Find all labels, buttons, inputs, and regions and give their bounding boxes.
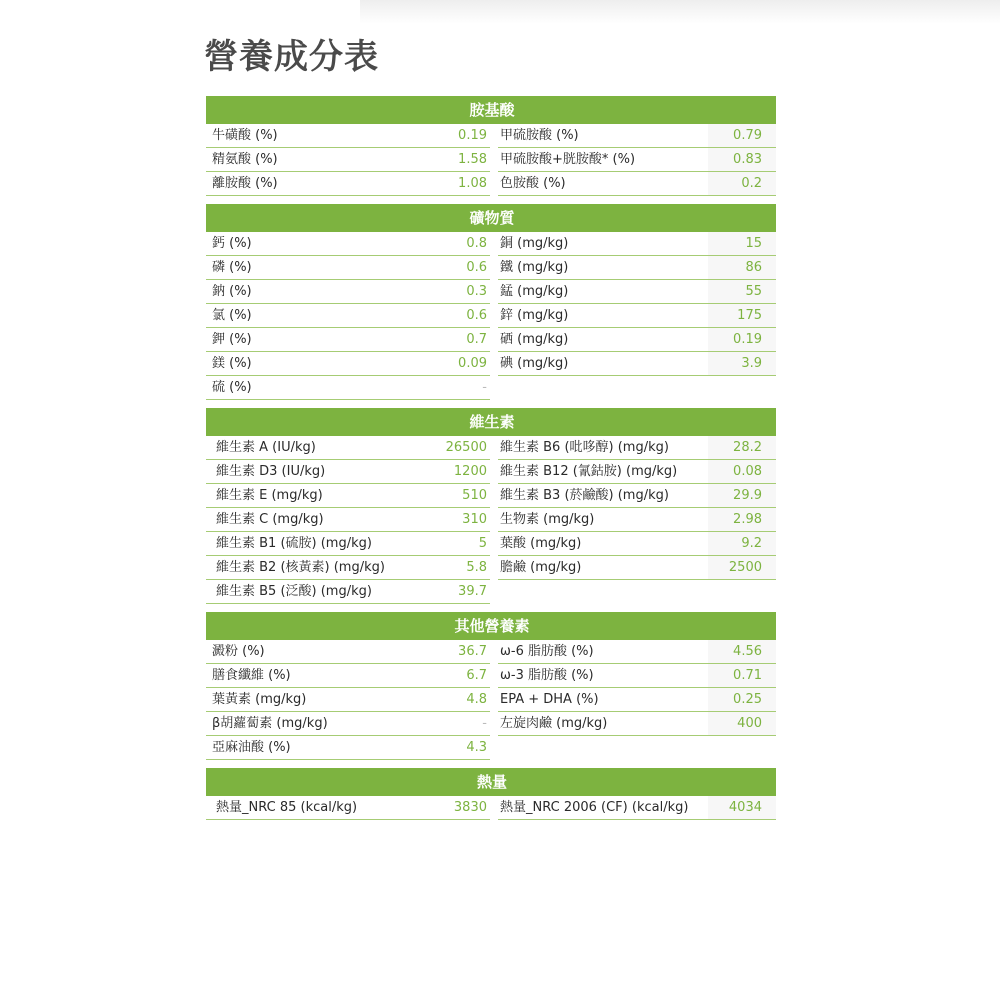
- top-shade: [360, 0, 1000, 24]
- nutrient-label: 甲硫胺酸 (%): [498, 124, 708, 148]
- nutrient-label: 葉黃素 (mg/kg): [206, 688, 420, 712]
- column-gap: [490, 280, 498, 304]
- table-row: [206, 796, 776, 820]
- column-gap: [490, 376, 498, 400]
- nutrient-value: -: [420, 376, 490, 400]
- nutrient-value: -: [420, 712, 490, 736]
- nutrient-label: 鉀 (%): [206, 328, 420, 352]
- column-gap: [490, 352, 498, 376]
- section-header: 維生素: [206, 408, 776, 436]
- nutrient-label: [498, 736, 708, 760]
- table-row: [206, 580, 776, 604]
- nutrient-label: 甲硫胺酸+胱胺酸* (%): [498, 148, 708, 172]
- section-energy: [206, 768, 776, 820]
- nutrient-label: 維生素 B6 (吡哆醇) (mg/kg): [498, 436, 708, 460]
- nutrient-label: 碘 (mg/kg): [498, 352, 708, 376]
- nutrient-value: 0.09: [420, 352, 490, 376]
- nutrient-value: 26500: [420, 436, 490, 460]
- nutrient-value: [708, 736, 776, 760]
- table-row: [206, 232, 776, 256]
- section-header: 其他營養素: [206, 612, 776, 640]
- column-gap: [490, 736, 498, 760]
- nutrient-label: 鋅 (mg/kg): [498, 304, 708, 328]
- nutrient-value: 4.3: [420, 736, 490, 760]
- nutrient-label: [498, 376, 708, 400]
- section-vitamins: [206, 408, 776, 604]
- nutrient-value: 0.83: [708, 148, 776, 172]
- page-title: 營養成分表: [204, 37, 379, 77]
- nutrient-value: 400: [708, 712, 776, 736]
- column-gap: [490, 556, 498, 580]
- column-gap: [490, 172, 498, 196]
- table-row: [206, 172, 776, 196]
- nutrient-value: 0.2: [708, 172, 776, 196]
- nutrient-value: 28.2: [708, 436, 776, 460]
- nutrient-value: [708, 376, 776, 400]
- nutrient-label: 左旋肉鹼 (mg/kg): [498, 712, 708, 736]
- nutrient-label: 熱量_NRC 2006 (CF) (kcal/kg): [498, 796, 708, 820]
- table-row: [206, 664, 776, 688]
- column-gap: [490, 640, 498, 664]
- section-spacer: [206, 760, 776, 768]
- nutrient-value: 0.19: [420, 124, 490, 148]
- section-minerals: [206, 204, 776, 400]
- nutrient-label: 維生素 C (mg/kg): [206, 508, 420, 532]
- column-gap: [490, 796, 498, 820]
- nutrient-value: 0.79: [708, 124, 776, 148]
- column-gap: [490, 328, 498, 352]
- section-spacer: [206, 400, 776, 408]
- nutrient-label: 澱粉 (%): [206, 640, 420, 664]
- nutrient-value: 4034: [708, 796, 776, 820]
- nutrient-label: ω-6 脂肪酸 (%): [498, 640, 708, 664]
- column-gap: [490, 580, 498, 604]
- nutrient-value: 3.9: [708, 352, 776, 376]
- nutrient-label: 鈣 (%): [206, 232, 420, 256]
- table-row: [206, 484, 776, 508]
- nutrient-value: 29.9: [708, 484, 776, 508]
- column-gap: [490, 148, 498, 172]
- nutrient-label: 氯 (%): [206, 304, 420, 328]
- nutrient-value: 0.71: [708, 664, 776, 688]
- nutrient-value: 1.58: [420, 148, 490, 172]
- nutrient-value: 2500: [708, 556, 776, 580]
- table-row: [206, 736, 776, 760]
- nutrient-label: 維生素 B1 (硫胺) (mg/kg): [206, 532, 420, 556]
- nutrient-label: 精氨酸 (%): [206, 148, 420, 172]
- nutrient-value: 4.8: [420, 688, 490, 712]
- column-gap: [490, 664, 498, 688]
- nutrient-value: 0.7: [420, 328, 490, 352]
- section-other-nutrients: [206, 612, 776, 760]
- column-gap: [490, 304, 498, 328]
- nutrient-label: 鎂 (%): [206, 352, 420, 376]
- nutrient-value: 86: [708, 256, 776, 280]
- nutrient-label: 錳 (mg/kg): [498, 280, 708, 304]
- nutrient-value: 0.6: [420, 304, 490, 328]
- table-row: [206, 148, 776, 172]
- nutrient-label: 維生素 B2 (核黃素) (mg/kg): [206, 556, 420, 580]
- nutrient-label: 膽鹼 (mg/kg): [498, 556, 708, 580]
- column-gap: [490, 232, 498, 256]
- nutrient-label: 維生素 E (mg/kg): [206, 484, 420, 508]
- nutrient-label: 銅 (mg/kg): [498, 232, 708, 256]
- nutrient-label: 維生素 B3 (菸鹼酸) (mg/kg): [498, 484, 708, 508]
- nutrient-value: 1200: [420, 460, 490, 484]
- table-row: [206, 280, 776, 304]
- nutrient-label: 維生素 B12 (氰鈷胺) (mg/kg): [498, 460, 708, 484]
- nutrient-label: ω-3 脂肪酸 (%): [498, 664, 708, 688]
- nutrient-value: 0.19: [708, 328, 776, 352]
- table-row: [206, 328, 776, 352]
- nutrient-value: 310: [420, 508, 490, 532]
- nutrient-label: 維生素 D3 (IU/kg): [206, 460, 420, 484]
- nutrient-label: 色胺酸 (%): [498, 172, 708, 196]
- nutrient-value: 5.8: [420, 556, 490, 580]
- table-row: [206, 256, 776, 280]
- section-amino-acids: [206, 96, 776, 196]
- nutrient-label: 磷 (%): [206, 256, 420, 280]
- table-row: [206, 532, 776, 556]
- nutrient-label: EPA + DHA (%): [498, 688, 708, 712]
- nutrient-label: 熱量_NRC 85 (kcal/kg): [206, 796, 420, 820]
- column-gap: [490, 508, 498, 532]
- nutrient-label: 牛磺酸 (%): [206, 124, 420, 148]
- nutrient-value: 0.8: [420, 232, 490, 256]
- nutrient-label: 鈉 (%): [206, 280, 420, 304]
- nutrient-label: 維生素 A (IU/kg): [206, 436, 420, 460]
- column-gap: [490, 460, 498, 484]
- column-gap: [490, 484, 498, 508]
- nutrient-label: β胡蘿蔔素 (mg/kg): [206, 712, 420, 736]
- table-row: [206, 640, 776, 664]
- nutrient-value: 0.08: [708, 460, 776, 484]
- column-gap: [490, 124, 498, 148]
- nutrient-value: 55: [708, 280, 776, 304]
- nutrition-table: [206, 96, 776, 820]
- nutrient-value: 510: [420, 484, 490, 508]
- nutrient-value: 0.3: [420, 280, 490, 304]
- column-gap: [490, 256, 498, 280]
- nutrient-label: 亞麻油酸 (%): [206, 736, 420, 760]
- column-gap: [490, 436, 498, 460]
- table-row: [206, 688, 776, 712]
- nutrient-label: 硒 (mg/kg): [498, 328, 708, 352]
- table-row: [206, 460, 776, 484]
- nutrient-value: [708, 580, 776, 604]
- section-header: 礦物質: [206, 204, 776, 232]
- column-gap: [490, 688, 498, 712]
- nutrient-label: 鐵 (mg/kg): [498, 256, 708, 280]
- nutrient-value: 4.56: [708, 640, 776, 664]
- nutrient-label: 硫 (%): [206, 376, 420, 400]
- table-row: [206, 124, 776, 148]
- nutrient-label: [498, 580, 708, 604]
- nutrient-value: 3830: [420, 796, 490, 820]
- table-row: [206, 508, 776, 532]
- nutrient-value: 15: [708, 232, 776, 256]
- nutrient-value: 0.25: [708, 688, 776, 712]
- nutrient-value: 175: [708, 304, 776, 328]
- table-row: [206, 556, 776, 580]
- nutrient-label: 生物素 (mg/kg): [498, 508, 708, 532]
- nutrient-value: 0.6: [420, 256, 490, 280]
- table-row: [206, 352, 776, 376]
- nutrient-label: 離胺酸 (%): [206, 172, 420, 196]
- section-spacer: [206, 196, 776, 204]
- nutrient-value: 9.2: [708, 532, 776, 556]
- nutrient-value: 6.7: [420, 664, 490, 688]
- nutrient-label: 葉酸 (mg/kg): [498, 532, 708, 556]
- section-header: 熱量: [206, 768, 776, 796]
- section-spacer: [206, 604, 776, 612]
- nutrient-value: 1.08: [420, 172, 490, 196]
- table-row: [206, 376, 776, 400]
- nutrient-value: 39.7: [420, 580, 490, 604]
- nutrient-label: 膳食纖維 (%): [206, 664, 420, 688]
- table-row: [206, 436, 776, 460]
- nutrient-value: 36.7: [420, 640, 490, 664]
- section-header: 胺基酸: [206, 96, 776, 124]
- nutrient-label: 維生素 B5 (泛酸) (mg/kg): [206, 580, 420, 604]
- column-gap: [490, 712, 498, 736]
- table-row: [206, 712, 776, 736]
- table-row: [206, 304, 776, 328]
- nutrient-value: 2.98: [708, 508, 776, 532]
- nutrient-value: 5: [420, 532, 490, 556]
- column-gap: [490, 532, 498, 556]
